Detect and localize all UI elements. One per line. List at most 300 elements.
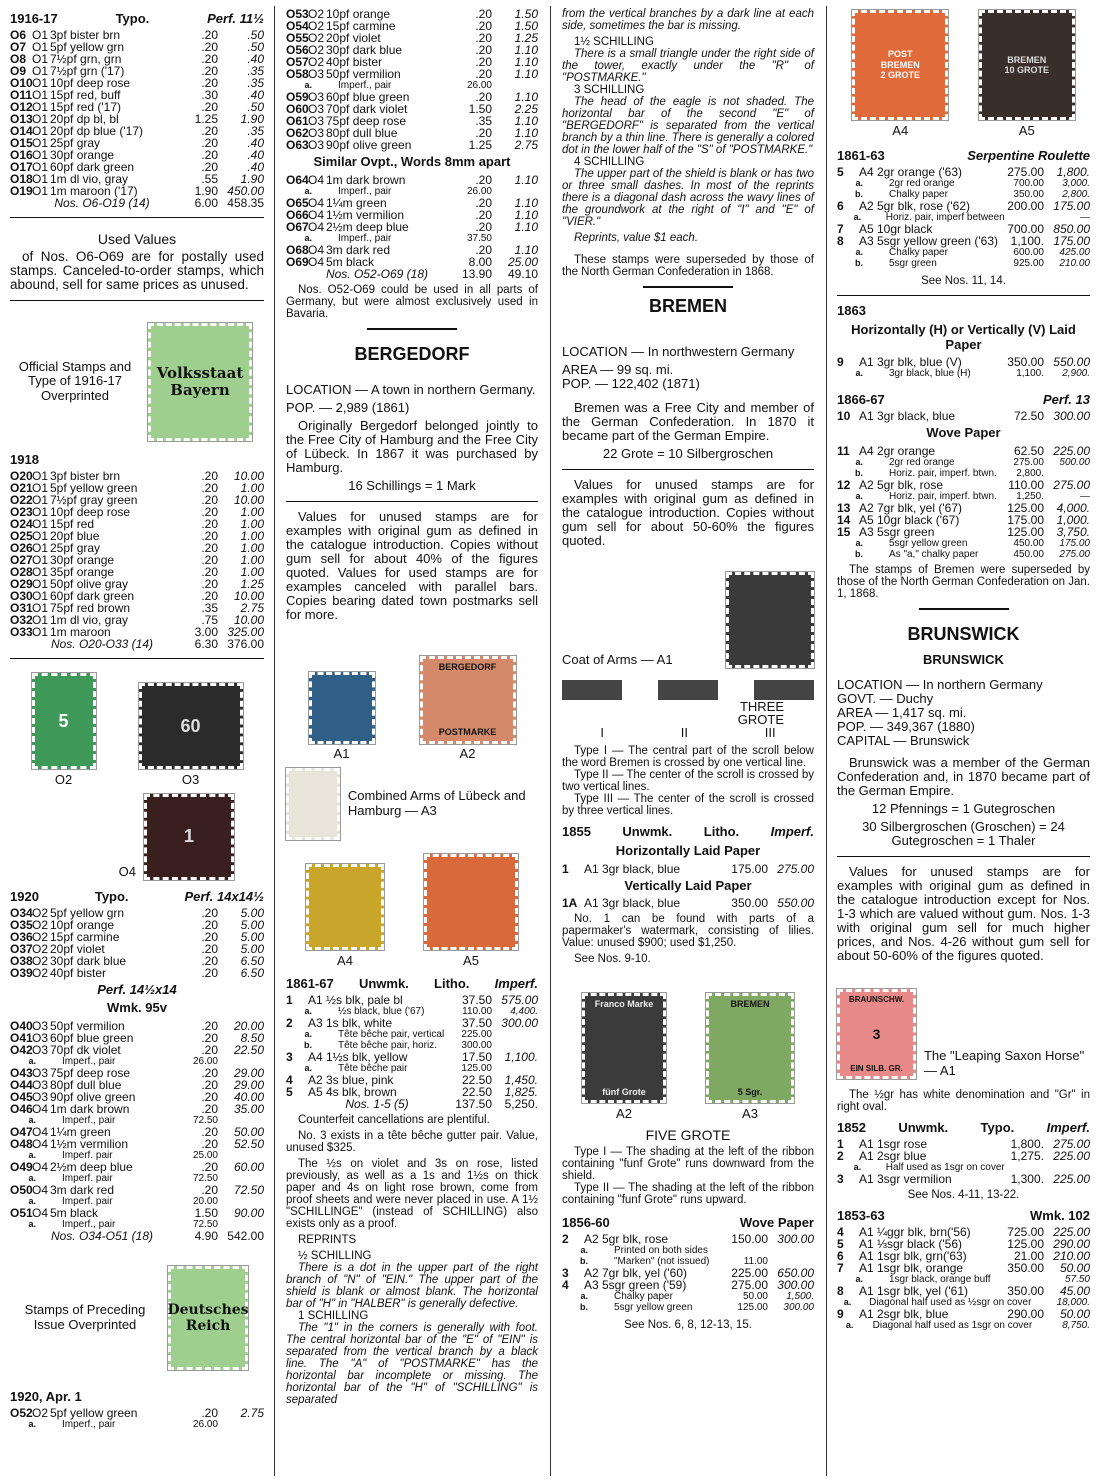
stamp-figures-a4-a5 xyxy=(837,10,1090,139)
stamp-text: fünf Grote xyxy=(602,1087,646,1098)
listing-row xyxy=(10,1126,264,1138)
stamp-description: 7½pf grn ('17) xyxy=(50,63,125,78)
country-title: BRUNSWICK xyxy=(907,624,1020,645)
total-row xyxy=(286,268,538,280)
catalog-number: O31 xyxy=(10,600,33,615)
listing-row xyxy=(10,554,264,566)
catalog-number: O38 xyxy=(10,953,33,968)
unused-value: 22.50 xyxy=(461,1073,492,1088)
unused-value: 350.00 xyxy=(1013,188,1044,200)
design-type: O1 xyxy=(32,468,49,483)
unused-value: 26.00 xyxy=(192,1056,218,1068)
history: Brunswick was a member of the German Confederation and, in 1870 became part of the German Empire. xyxy=(837,754,1090,798)
stamp-figures-o2-o3 xyxy=(10,673,264,788)
unused-value: 110.00 xyxy=(462,1006,492,1018)
currency: 30 Silbergroschen (Groschen) = 24 Gutegroschen = 1 Thaler xyxy=(862,818,1065,848)
variety-row xyxy=(837,247,1090,258)
stamp-text: 10 GROTE xyxy=(1004,65,1049,75)
stamp-description: Chalky paper xyxy=(614,1291,673,1303)
used-value: 57.50 xyxy=(1064,1273,1090,1285)
design-type: A4 xyxy=(308,1050,323,1065)
used-value: 1.50 xyxy=(514,19,538,33)
stamp-image-a1 xyxy=(309,672,375,744)
unused-value: 37.50 xyxy=(461,1016,492,1031)
unused-value: 26.00 xyxy=(466,185,492,197)
catalog-number: 10 xyxy=(837,409,851,424)
variety-row xyxy=(837,178,1090,189)
listing-row xyxy=(10,955,264,967)
stamp-description: 3m dark red xyxy=(326,242,391,257)
used-value xyxy=(218,1419,264,1430)
used-value: 3,000. xyxy=(1062,177,1090,189)
stamp-figure-o4 xyxy=(10,794,264,880)
catalog-number: O19 xyxy=(10,183,33,198)
listing-row xyxy=(10,482,264,494)
catalog-number: O52 xyxy=(10,1406,33,1421)
unused-value: 1.50 xyxy=(468,102,492,116)
used-value: — xyxy=(1080,491,1090,503)
stamp-image-o3: 60 xyxy=(139,683,243,769)
used-value: 50.00 xyxy=(1059,1306,1090,1321)
type-label: III xyxy=(764,724,776,740)
design-type xyxy=(871,258,889,269)
location: LOCATION — In northern Germany xyxy=(837,676,1043,692)
design-type: O1 xyxy=(32,540,49,555)
stamp-description: 10pf orange xyxy=(326,7,391,21)
catalog-number: b. xyxy=(855,468,863,479)
catalog-number: 7 xyxy=(837,1260,844,1275)
country-title: BREMEN xyxy=(648,296,727,316)
listing-table xyxy=(837,1138,1090,1185)
section-header xyxy=(837,1209,1090,1224)
unused-value: 350.00 xyxy=(1007,355,1044,370)
unused-value: .20 xyxy=(201,468,218,483)
total-unused: 6.00 xyxy=(194,195,218,210)
subheader: Similar Ovpt., Words 8mm apart xyxy=(313,154,511,169)
design-type: A1 xyxy=(859,1236,874,1251)
unused-value: .20 xyxy=(475,195,492,210)
stamp-description: As "a," chalky paper xyxy=(889,549,979,561)
paper-subheader: Horizontally (H) or Vertically (V) Laid Paper xyxy=(851,321,1076,352)
location: LOCATION — In northwestern Germany xyxy=(562,343,795,359)
used-value: 425.00 xyxy=(1059,246,1090,258)
listing-row xyxy=(837,1262,1090,1274)
catalog-number: a. xyxy=(304,80,312,90)
unused-value: 925.00 xyxy=(1013,257,1044,269)
used-value: 210.00 xyxy=(1053,1248,1090,1263)
stamp-text: 3 xyxy=(872,1025,881,1042)
unused-value: .20 xyxy=(475,242,492,257)
catalog-number: O41 xyxy=(10,1031,33,1046)
stamp-description: 5sgr yellow green xyxy=(614,1302,693,1314)
design-type: O4 xyxy=(308,195,325,210)
used-value: 35.00 xyxy=(233,1102,264,1117)
stamp-description: 35pf orange xyxy=(50,564,115,579)
type-note: Type II — The shading at the left of the ribbon containing "funf Grote" runs upward. xyxy=(562,1182,814,1207)
section-header xyxy=(837,304,1090,319)
catalog-number: O67 xyxy=(286,219,309,234)
coat-of-arms-figure xyxy=(562,572,814,668)
design-type: O3 xyxy=(32,1031,49,1046)
design-type: A4 xyxy=(859,444,874,459)
catalog-number: b. xyxy=(855,549,863,560)
stamp-description: 1m maroon xyxy=(50,624,111,639)
unused-value: .20 xyxy=(201,147,218,162)
stamp-text: BRAUNSCHW. xyxy=(848,994,905,1004)
catalog-number: a. xyxy=(28,1419,36,1430)
design-type: A2 xyxy=(584,1232,599,1247)
design-type: O2 xyxy=(32,929,49,944)
unused-value: 1,300. xyxy=(1010,1171,1044,1186)
stamp-description: 70pf dk violet xyxy=(50,1043,121,1058)
stamp-description: 5sgr green xyxy=(877,525,935,540)
variety-row xyxy=(10,1196,264,1207)
section-header xyxy=(10,12,264,27)
used-value: 1,825. xyxy=(504,1085,538,1100)
values-note: Values for unused stamps are for examples with original gum as defined in the catalogue introduction except for Nos. 1-3 which are valued without gum. Nos. 1-3 with original gum sell for much higher prices, and Nos. 4-26 without gum sell for about 50-60% of the figures quoted. xyxy=(837,863,1090,963)
unused-value: 37.50 xyxy=(461,993,492,1008)
stamp-description: 7gr blk, yel ('67) xyxy=(877,501,962,516)
variety-row xyxy=(837,491,1090,502)
unused-value: 1,800. xyxy=(1010,1136,1044,1151)
stamp-description: 30pf dark blue xyxy=(50,953,127,968)
listing-row xyxy=(837,1173,1090,1185)
stamp-description: 15pf red ('17) xyxy=(50,99,121,114)
design-type: O1 xyxy=(32,39,49,54)
preceding-overprint-figure xyxy=(10,1266,264,1370)
design-type: O1 xyxy=(32,528,49,543)
print-method: Typo. xyxy=(115,11,150,26)
unused-value: 1,100. xyxy=(1010,233,1045,248)
used-value: 850.00 xyxy=(1053,221,1090,236)
stamp-description: 3gr blk, blue (V) xyxy=(877,355,962,370)
used-value: .35 xyxy=(247,75,264,90)
design-type: O2 xyxy=(308,19,325,33)
reprint-note: There is a dot in the upper part of the right branch of "N" of "EIN." The upper part of the shield is blank or almost blank. The horizontal bar of "H" in "HALBER" is generally defective. xyxy=(286,1262,538,1311)
unused-value: 37.50 xyxy=(466,232,492,244)
catalog-number: a. xyxy=(28,1219,36,1230)
listing-row xyxy=(10,578,264,590)
stamp-description: 20pf dp bl, bl xyxy=(50,111,119,126)
print-method: Typo. xyxy=(980,1119,1015,1135)
stamp-description: 1m dark brown xyxy=(326,172,406,187)
catalog-number: a. xyxy=(843,1296,852,1307)
stamp-description: 2sgr blk, blue xyxy=(877,1306,949,1321)
see-also: See Nos. 6, 8, 12-13, 15. xyxy=(624,1319,752,1332)
perforation-subheader: Perf. 14½x14 xyxy=(97,981,177,997)
stamp-description: Chalky paper xyxy=(889,246,948,258)
used-values-title: Used Values xyxy=(97,230,177,247)
catalog-number: a. xyxy=(28,1150,36,1161)
stamp-description: 10pf deep rose xyxy=(50,75,131,90)
paper: Wove Paper xyxy=(739,1215,814,1231)
listing-row xyxy=(10,89,264,101)
stamp-description: 25pf gray xyxy=(50,135,101,150)
design-type: O4 xyxy=(32,1125,49,1140)
listing-table xyxy=(562,1233,814,1313)
reprint-note: from the vertical branches by a dark line at each side, sometimes the bar is missing. xyxy=(562,8,814,32)
design-type: O1 xyxy=(32,147,49,162)
used-value: 1.00 xyxy=(240,480,264,495)
design-type: O1 xyxy=(32,576,49,591)
design-type: A2 xyxy=(308,1073,323,1088)
design-type: O3 xyxy=(32,1019,49,1034)
stamp-description: 3pf bister brn xyxy=(50,468,121,483)
unused-value: .20 xyxy=(201,1160,218,1175)
used-value: 52.50 xyxy=(233,1137,264,1152)
five-grote-title: FIVE GROTE xyxy=(645,1127,731,1144)
listing-table xyxy=(286,994,538,1098)
design-type: O4 xyxy=(32,1206,49,1221)
unused-value: 1,100. xyxy=(1016,368,1044,380)
listing-row xyxy=(10,1407,264,1419)
listing-row xyxy=(10,1138,264,1150)
used-value: 1.00 xyxy=(240,528,264,543)
listing-table xyxy=(286,174,538,268)
reprint-subheader: 3 SCHILLING xyxy=(574,84,645,96)
stamp-image-o2: 5 xyxy=(32,673,96,769)
horse-caption: The "Leaping Saxon Horse" — A1 xyxy=(923,1048,1085,1079)
print-method: Litho. xyxy=(434,976,470,992)
unused-value: 275.00 xyxy=(1013,457,1044,469)
reprints-header: REPRINTS xyxy=(298,1234,357,1247)
catalog-number: O22 xyxy=(10,492,33,507)
used-value: 1.50 xyxy=(514,7,538,21)
catalog-number: O50 xyxy=(10,1183,33,1198)
catalog-number: 9 xyxy=(837,1306,844,1321)
catalog-number: a. xyxy=(855,457,863,468)
stamp-description: 5pf yellow green xyxy=(50,1406,138,1421)
stamp-text: BREMEN xyxy=(730,999,770,1010)
stamp-description: 30pf dark blue xyxy=(326,43,403,57)
unused-value: 450.00 xyxy=(1013,538,1044,550)
catalog-number: b. xyxy=(580,1302,588,1313)
listing-row xyxy=(286,174,538,186)
listing-table xyxy=(10,29,264,197)
issue-year: 1920, Apr. 1 xyxy=(10,1389,82,1405)
unused-value xyxy=(1032,1320,1061,1331)
catalog-number: b. xyxy=(304,1040,312,1051)
unused-value: .75 xyxy=(201,612,218,627)
unused-value: 300.00 xyxy=(461,1040,492,1052)
stamp-description: 2gr orange xyxy=(877,444,936,459)
design-type: O2 xyxy=(308,31,325,45)
see-also: See Nos. 4-11, 13-22. xyxy=(907,1188,1020,1201)
design-type xyxy=(596,1245,614,1256)
design-type: O3 xyxy=(308,126,325,140)
used-value: 5.00 xyxy=(240,905,264,920)
listing-row xyxy=(10,943,264,955)
stamp-image-a5 xyxy=(424,854,518,950)
catalog-number: b. xyxy=(855,188,863,199)
catalog-number: 5 xyxy=(837,164,844,179)
reprint-subheader: ½ SCHILLING xyxy=(298,1250,372,1263)
stamp-description: 7½pf gray green xyxy=(50,492,138,507)
catalog-number: O62 xyxy=(286,126,309,140)
stamp-description: Imperf. pair xyxy=(62,1150,113,1162)
stamp-description: 2½m deep blue xyxy=(50,1160,133,1175)
listing-row xyxy=(10,907,264,919)
listing-row xyxy=(837,1285,1090,1297)
stamp-description: 2sgr blue xyxy=(877,1148,927,1163)
stamp-description: Diagonal half used as ½sgr on cover xyxy=(869,1296,1032,1308)
paper-subheader: Vertically Laid Paper xyxy=(624,877,752,893)
design-type: O1 xyxy=(32,99,49,114)
design-type xyxy=(871,247,889,258)
section-header xyxy=(10,890,264,905)
listing-row xyxy=(837,410,1090,422)
unused-value: .20 xyxy=(201,905,218,920)
unused-value: .20 xyxy=(201,1406,218,1421)
used-value: 2.25 xyxy=(514,102,538,116)
design-type xyxy=(871,538,889,549)
design-type xyxy=(871,549,889,560)
stamp-description: 5sgr green ('59) xyxy=(602,1278,687,1293)
scroll-type-image xyxy=(754,680,814,700)
used-value: 1.10 xyxy=(514,219,538,234)
used-value: .40 xyxy=(247,147,264,162)
listing-table xyxy=(10,1407,264,1430)
catalog-number: O18 xyxy=(10,171,33,186)
stamp-description: Imperf., pair xyxy=(338,80,392,91)
used-value: 4,000. xyxy=(1056,501,1090,516)
stamp-description: 1m dl vio, gray xyxy=(50,171,129,186)
used-value: .35 xyxy=(247,63,264,78)
note: The ½gr has white denomination and "Gr" in right oval. xyxy=(837,1088,1090,1113)
note: No. 1 can be found with parts of a papermaker's watermark, consisting of lilies. Value: unused $900; used $1,250. xyxy=(562,913,814,950)
design-type: O1 xyxy=(32,516,49,531)
listing-row xyxy=(10,137,264,149)
figure-label: O3 xyxy=(181,771,200,787)
listing-row xyxy=(10,101,264,113)
design-type xyxy=(44,1419,62,1430)
variety-row xyxy=(10,1056,264,1067)
variety-row xyxy=(837,549,1090,560)
unused-value: .20 xyxy=(201,51,218,66)
catalog-number: O54 xyxy=(286,19,309,33)
used-value: .40 xyxy=(247,159,264,174)
variety-row xyxy=(10,1173,264,1184)
catalog-number: 8 xyxy=(837,1283,844,1298)
design-type: A4 xyxy=(859,164,874,179)
variety-row xyxy=(837,212,1090,223)
unused-value: .35 xyxy=(475,114,492,128)
stamp-description: 20pf dp blue ('17) xyxy=(50,123,144,138)
catalog-number: O34 xyxy=(10,905,33,920)
stamp-text: 5 Sgr. xyxy=(737,1087,763,1098)
country-title: BERGEDORF xyxy=(354,343,470,364)
combined-caption: Combined Arms of Lübeck and Hamburg — A3 xyxy=(347,788,526,819)
perforation: Perf. 11½ xyxy=(207,11,264,26)
catalog-number: 2 xyxy=(837,1148,844,1163)
stamp-description: Printed on both sides xyxy=(614,1245,708,1257)
catalog-number: 5 xyxy=(837,1236,844,1251)
stamp-description: 15pf red, buff xyxy=(50,87,121,102)
catalog-number: O16 xyxy=(10,147,33,162)
used-value: .50 xyxy=(247,39,264,54)
catalog-number: O42 xyxy=(10,1043,33,1058)
used-value: .40 xyxy=(247,51,264,66)
catalog-number: O9 xyxy=(10,63,27,78)
total-row xyxy=(10,1230,264,1242)
section-header xyxy=(837,1121,1090,1136)
unused-value: .20 xyxy=(475,19,492,33)
catalog-number: b. xyxy=(580,1256,588,1267)
currency: 22 Grote = 10 Silbergroschen xyxy=(602,445,774,461)
used-value: 225.00 xyxy=(1053,444,1090,459)
used-value: 1,500. xyxy=(786,1291,814,1303)
unused-value: 1.90 xyxy=(194,183,218,198)
used-value: 290.00 xyxy=(1053,1236,1090,1251)
catalog-number: O53 xyxy=(286,7,309,21)
variety-row xyxy=(562,1302,814,1313)
used-value: 1.10 xyxy=(514,242,538,257)
used-value: 275.00 xyxy=(1059,549,1090,561)
listing-row xyxy=(837,223,1090,235)
used-value: 2.75 xyxy=(514,138,538,152)
stamp-description: 2gr red orange xyxy=(889,177,955,189)
listing-row xyxy=(837,479,1090,491)
stamp-description: 15pf carmine xyxy=(50,929,120,944)
listing-row xyxy=(286,139,538,151)
stamp-figures-a1-a2 xyxy=(286,656,538,763)
catalog-number: b. xyxy=(855,257,863,268)
unused-value: .20 xyxy=(475,7,492,21)
stamp-description: 5sgr green xyxy=(889,257,937,269)
used-value: .40 xyxy=(247,135,264,150)
design-type: O1 xyxy=(32,552,49,567)
stamp-figures-a2-a3 xyxy=(562,993,814,1122)
unused-value: .20 xyxy=(201,1102,218,1117)
stamp-description: 1½s blk, yellow xyxy=(326,1050,408,1065)
stamp-text: 2 GROTE xyxy=(880,70,920,81)
unused-value: .20 xyxy=(201,1043,218,1058)
catalog-number: O15 xyxy=(10,135,33,150)
used-value: 1.10 xyxy=(514,172,538,187)
perforation: Imperf. xyxy=(494,976,538,992)
catalog-number: O44 xyxy=(10,1078,33,1093)
scroll-type-image xyxy=(562,680,622,700)
listing-row xyxy=(286,1051,538,1063)
official-overprint-figure xyxy=(10,323,264,441)
used-value: 500.00 xyxy=(1059,457,1090,469)
unused-value: 125.00 xyxy=(461,1063,492,1075)
variety-row xyxy=(10,1419,264,1430)
stamp-description: 1½m vermilion xyxy=(326,207,405,222)
unused-value: .20 xyxy=(201,1090,218,1105)
preceding-caption: Stamps of Preceding Issue Overprinted xyxy=(24,1302,146,1333)
variety-row xyxy=(562,1256,814,1267)
issue-year: 1856-60 xyxy=(562,1215,610,1231)
used-value: 2,900. xyxy=(1062,368,1090,380)
stamp-description: 1sgr blk, yel ('61) xyxy=(877,1283,968,1298)
type-labels xyxy=(562,726,814,741)
design-type: O3 xyxy=(32,1043,49,1058)
stamp-image-bremen-a2 xyxy=(582,993,666,1103)
note: No. 3 exists in a tête bêche gutter pair. Value, unused $325. xyxy=(286,1130,538,1155)
design-type: A2 xyxy=(859,198,874,213)
used-value: 1.10 xyxy=(514,126,538,140)
stamp-description: Imperf., pair xyxy=(62,1115,116,1127)
listing-row xyxy=(286,1017,538,1029)
listing-row xyxy=(286,68,538,80)
unused-value: 125.00 xyxy=(737,1302,768,1314)
section-header xyxy=(10,453,264,468)
stamp-text: EIN SILB. GR. xyxy=(850,1063,903,1073)
used-value: — xyxy=(1080,211,1091,223)
used-value: 50.00 xyxy=(1059,1260,1090,1275)
watermark: Unwmk. xyxy=(358,976,409,992)
